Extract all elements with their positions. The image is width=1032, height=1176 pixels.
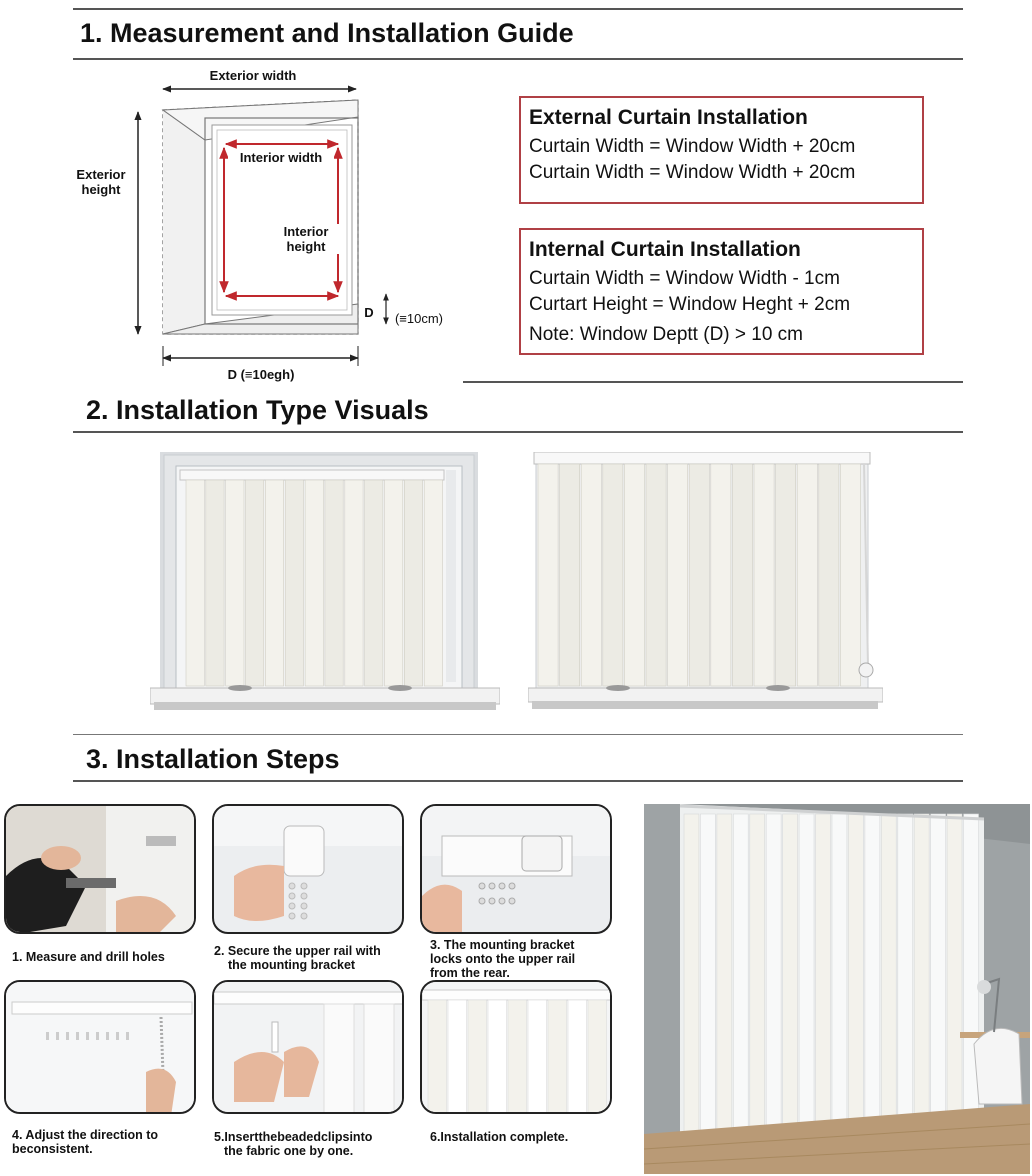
external-installation-title: External Curtain Installation — [529, 106, 808, 129]
internal-formula-width: Curtain Width = Window Width - 1cm — [529, 268, 840, 289]
blind-slat — [733, 814, 748, 1144]
blind-slat — [404, 480, 422, 686]
section-2-top-rule — [463, 381, 963, 383]
blind-slat — [568, 1000, 587, 1114]
depth-d-label: D — [364, 305, 374, 320]
blind-slat — [898, 814, 913, 1144]
internal-installation-box — [519, 228, 924, 355]
step-1-caption — [12, 950, 165, 964]
step-6-image — [420, 980, 612, 1114]
room-vertical-blinds-photo — [644, 804, 1030, 1174]
blind-slat — [448, 1000, 467, 1114]
step-3-caption-line3: from the rear. — [430, 966, 510, 980]
section-3-top-rule — [73, 734, 963, 735]
blind-slat — [646, 464, 666, 686]
blind-slat — [668, 464, 688, 686]
blind-slat — [689, 464, 709, 686]
internal-installation-title: Internal Curtain Installation — [529, 238, 801, 261]
blind-slat — [581, 464, 601, 686]
step-5-caption-line1: 5.Insertthebeadedclipsinto — [214, 1130, 373, 1144]
blind-slat — [468, 1000, 487, 1114]
blind-slat — [832, 814, 847, 1144]
blind-slat — [325, 480, 343, 686]
internal-formula-height: Curtart Height = Window Heght + 2cm — [529, 294, 851, 315]
blind-slat — [848, 814, 863, 1144]
blind-slat — [914, 814, 929, 1144]
blind-slat — [285, 480, 303, 686]
section-1-rule — [73, 58, 963, 60]
step-3-caption-line1: 3. The mounting bracket — [430, 938, 575, 952]
blind-slat — [305, 480, 323, 686]
step-6-caption — [430, 1130, 568, 1144]
interior-height-label-line2: height — [286, 239, 326, 254]
blind-slat — [508, 1000, 527, 1114]
step-3-caption — [430, 938, 575, 980]
blind-slat — [424, 480, 442, 686]
blind-slat — [345, 480, 363, 686]
blind-slat — [865, 814, 880, 1144]
step-4-image — [4, 980, 196, 1114]
external-formula-2: Curtain Width = Window Width + 20cm — [529, 162, 856, 183]
blind-slat — [206, 480, 224, 686]
blind-slat — [881, 814, 896, 1144]
blind-slat — [732, 464, 752, 686]
blind-slat — [816, 814, 831, 1144]
blind-slat — [246, 480, 264, 686]
blind-slat — [548, 1000, 567, 1114]
blind-slat — [700, 814, 715, 1144]
step-1-caption-line1: 1. Measure and drill holes — [12, 950, 165, 964]
blind-slat — [538, 464, 558, 686]
blind-slat — [588, 1000, 607, 1114]
bottom-depth-label: D (≡10egh) — [227, 367, 295, 382]
step-5-caption — [214, 1130, 372, 1158]
blind-slat — [428, 1000, 447, 1114]
section-2-title: 2. Installation Type Visuals — [86, 395, 429, 425]
internal-depth-note: Note: Window Deptt (D) > 10 cm — [529, 324, 804, 345]
blind-slat — [766, 814, 781, 1144]
blind-slat — [603, 464, 623, 686]
blind-slat — [265, 480, 283, 686]
exterior-height-label-line1: Exterior — [76, 167, 126, 182]
blind-slat — [488, 1000, 507, 1114]
step-6-caption-line1: 6.Installation complete. — [430, 1130, 569, 1144]
step-5-image — [212, 980, 404, 1114]
internal-install-photo — [150, 452, 500, 714]
blind-slat — [783, 814, 798, 1144]
blind-slat — [711, 464, 731, 686]
window-measurement-diagram — [60, 62, 480, 392]
step-4-caption-line2: beconsistent. — [12, 1142, 93, 1156]
section-3-title: 3. Installation Steps — [86, 744, 340, 774]
blind-slat — [226, 480, 244, 686]
section-1-title: 1. Measurement and Installation Guide — [80, 18, 574, 48]
step-2-image — [212, 804, 404, 934]
blind-slat — [840, 464, 860, 686]
blind-slat — [385, 480, 403, 686]
interior-width-label: Interior width — [228, 150, 334, 165]
interior-height-label-line1: Interior — [283, 224, 329, 239]
exterior-width-label: Exterior width — [209, 68, 297, 83]
step-5-caption-line2: the fabric one by one. — [224, 1144, 354, 1158]
external-install-photo — [528, 452, 883, 714]
external-installation-box — [519, 96, 924, 204]
blind-slat — [819, 464, 839, 686]
depth-value-label: (≡10cm) — [394, 311, 444, 326]
exterior-height-label-line2: height — [81, 182, 121, 197]
section-2-rule — [73, 431, 963, 433]
blind-slat — [717, 814, 732, 1144]
blind-slat — [947, 814, 962, 1144]
step-2-caption-line1: 2. Secure the upper rail with — [214, 944, 381, 958]
blind-slat — [560, 464, 580, 686]
step-4-caption — [12, 1128, 158, 1156]
blind-slat — [186, 480, 204, 686]
blind-slat — [776, 464, 796, 686]
blind-slat — [754, 464, 774, 686]
blind-slat — [931, 814, 946, 1144]
step-2-caption-line2: the mounting bracket — [228, 958, 356, 972]
section-3-rule — [73, 780, 963, 782]
step-1-image — [4, 804, 196, 934]
blind-slat — [750, 814, 765, 1144]
top-rule — [73, 8, 963, 10]
blind-slat — [964, 814, 979, 1144]
exterior-height-label — [64, 167, 138, 197]
interior-height-label — [272, 224, 340, 254]
step-3-caption-line2: locks onto the upper rail — [430, 952, 576, 966]
blind-slat — [528, 1000, 547, 1114]
blind-slat — [684, 814, 699, 1144]
blind-slat — [799, 814, 814, 1144]
blind-slat — [797, 464, 817, 686]
step-4-caption-line1: 4. Adjust the direction to — [12, 1128, 159, 1142]
blind-slat — [365, 480, 383, 686]
step-2-caption — [214, 944, 381, 972]
step-3-image — [420, 804, 612, 934]
blind-slat — [624, 464, 644, 686]
external-formula-1: Curtain Width = Window Width + 20cm — [529, 136, 856, 157]
